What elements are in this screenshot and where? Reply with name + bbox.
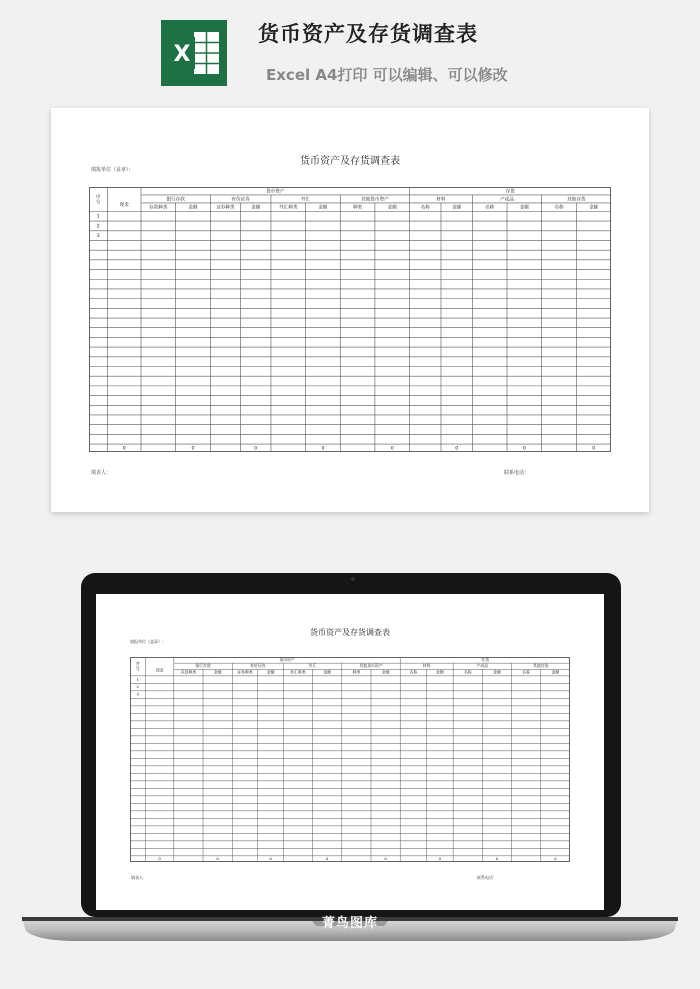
laptop-sheet-table [130,657,570,862]
column-header: 存款种类 [149,205,168,211]
column-header: 名称 [463,669,472,675]
total-value: 0 [390,446,394,452]
column-header: 金额 [589,205,599,211]
subgroup-header: 产成品 [500,197,514,203]
column-header: 金额 [436,669,444,675]
subgroup-header: 外汇 [300,197,311,203]
seq-header-char: 号 [95,200,101,206]
laptop-fill-unit-label: 填报单位（盖章）： [130,639,166,644]
column-header: 名称 [522,669,531,675]
laptop-sheet-preview [96,594,604,910]
subgroup-header: 其他货币资产 [361,197,389,203]
column-header: 外汇种类 [279,205,298,211]
column-header: 证券种类 [237,669,253,675]
seq-header-char: 序 [95,194,101,200]
laptop-sheet-title: 货币资产及存货调查表 [310,628,390,637]
total-value: 0 [254,446,258,452]
page-subtitle: Excel A4打印 可以编辑、可以修改 [266,66,508,84]
laptop-responsible-label: 填表人： [131,875,147,880]
column-header: 金额 [381,669,390,675]
total-value: 0 [495,855,499,861]
laptop-contact-label: 联系电话： [477,875,497,880]
page-header [0,0,700,100]
excel-icon-letter: X [173,42,191,67]
total-value: 0 [592,446,596,452]
column-header: 金额 [551,669,560,675]
column-header: 金额 [266,669,275,675]
column-header: 种类 [352,669,361,675]
total-value: 0 [384,855,387,861]
total-value: 0 [455,446,459,452]
subgroup-header: 其他存货 [567,197,586,203]
total-value: 0 [438,855,442,861]
group-header: 存货 [481,657,489,663]
responsible-label: 填表人： [91,470,112,476]
brand-label: 菁鸟图库 [321,916,378,931]
column-header: 金额 [387,205,397,211]
total-value: 0 [321,446,325,452]
total-value: 0 [122,446,126,452]
column-header: 种类 [352,205,363,211]
total-value: 0 [269,855,272,861]
cash-header: 现金 [119,202,129,208]
row-number: 2 [136,684,140,690]
column-header: 金额 [323,669,332,675]
total-value: 0 [554,855,557,861]
column-header: 名称 [409,669,418,675]
subgroup-header: 有价证券 [250,663,266,669]
row-number: 3 [96,234,100,240]
column-header: 存款种类 [180,669,197,675]
column-header: 名称 [554,205,564,211]
total-value: 0 [158,855,161,861]
column-header: 金额 [188,205,198,211]
subgroup-header: 产成品 [476,663,489,669]
subgroup-header: 银行存款 [195,663,211,669]
page-title: 货币资产及存货调查表 [258,22,478,46]
sheet-title: 货币资产及存货调查表 [300,156,400,167]
row-number: 1 [96,214,100,220]
subgroup-header: 银行存款 [166,197,185,203]
camera-dot [351,577,355,581]
group-header: 货币资产 [266,189,285,195]
cash-header: 现金 [155,667,164,673]
seq-header-char: 序 [135,661,140,667]
subgroup-header: 材料 [422,663,431,669]
row-number: 2 [96,224,100,230]
column-header: 外汇种类 [290,669,306,675]
column-header: 名称 [420,205,430,211]
total-value: 0 [325,855,329,861]
total-value: 0 [522,446,526,452]
subgroup-header: 有价证券 [231,197,250,203]
fill-unit-label: 填报单位（盖章）： [91,167,134,173]
subgroup-header: 其他存货 [533,663,549,669]
total-value: 0 [216,855,219,861]
group-header: 存货 [505,189,515,195]
seq-header-char: 号 [135,665,140,671]
subgroup-header: 外汇 [308,663,317,669]
column-header: 金额 [452,205,462,211]
column-header: 金额 [213,669,222,675]
column-header: 金额 [493,669,501,675]
column-header: 金额 [519,205,529,211]
group-header: 货币资产 [279,657,295,663]
contact-label: 联系电话： [504,470,530,476]
column-header: 金额 [318,205,328,211]
subgroup-header: 材料 [436,197,446,203]
column-header: 金额 [251,205,261,211]
row-number: 3 [136,691,140,697]
sheet-table [89,187,611,452]
row-number: 1 [136,676,140,682]
sheet-preview [51,108,649,512]
subgroup-header: 其他货币资产 [359,663,383,669]
excel-icon [161,20,227,86]
column-header: 证券种类 [216,205,235,211]
total-value: 0 [191,446,195,452]
column-header: 名称 [485,205,495,211]
